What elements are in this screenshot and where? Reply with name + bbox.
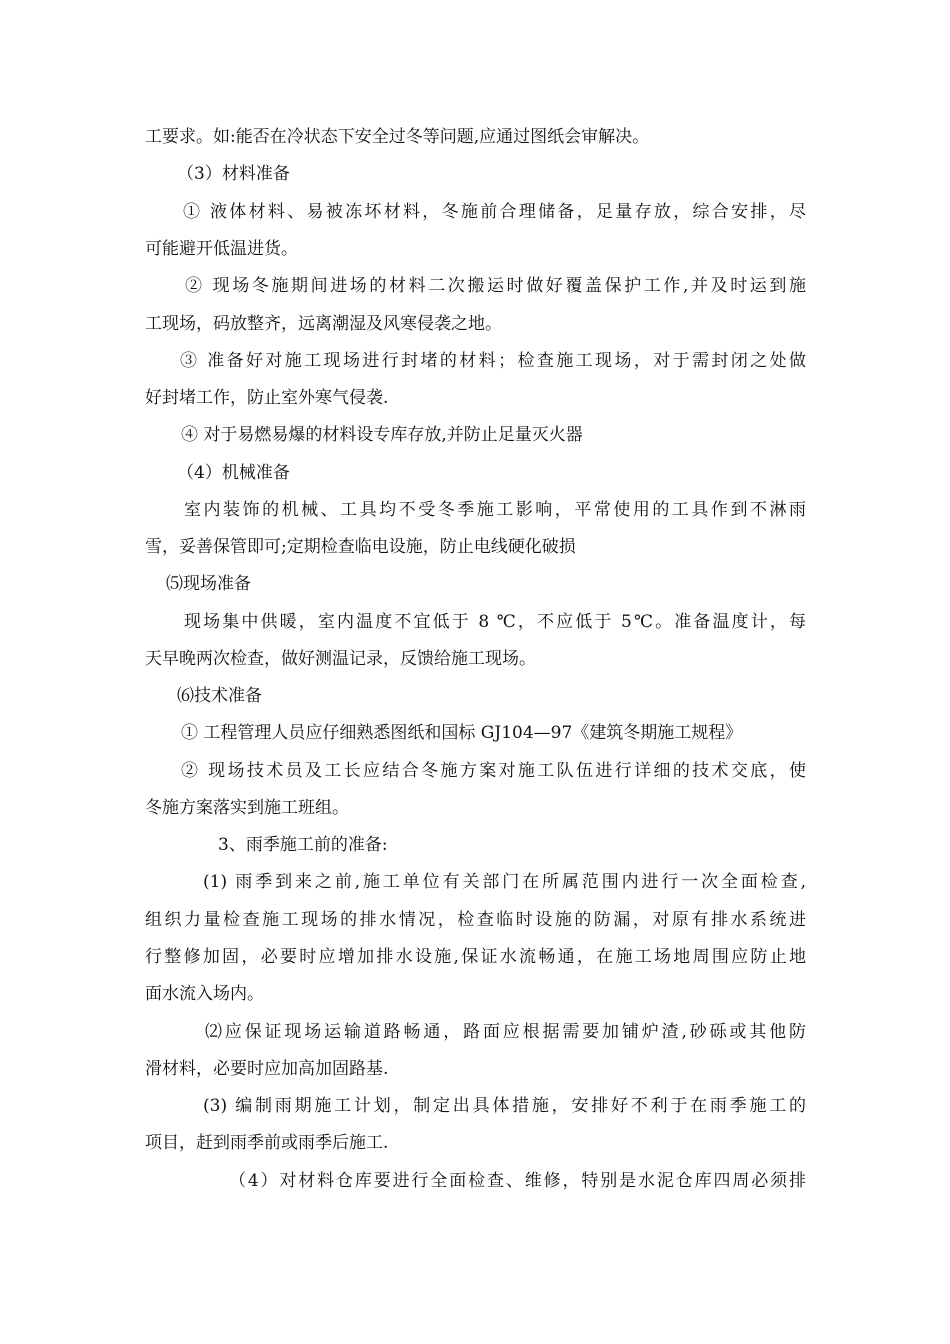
text-line: 室内装饰的机械、工具均不受冬季施工影响，平常使用的工具作到不淋雨	[184, 500, 806, 520]
text-line: ② 现场技术员及工长应结合冬施方案对施工队伍进行详细的技术交底，使	[181, 761, 806, 781]
text-line: 行整修加固，必要时应增加排水设施,保证水流畅通，在施工场地周围应防止地	[145, 947, 806, 967]
text-line: ③ 准备好对施工现场进行封堵的材料；检查施工现场，对于需封闭之处做	[180, 351, 806, 371]
text-line: (1) 雨季到来之前,施工单位有关部门在所属范围内进行一次全面检查,	[203, 872, 806, 892]
text-line: 好封堵工作，防止室外寒气侵袭.	[145, 388, 389, 408]
section-heading: ⑹技术准备	[177, 686, 262, 706]
text-line: 面水流入场内。	[145, 984, 264, 1004]
text-line: 项目，赶到雨季前或雨季后施工.	[145, 1133, 389, 1153]
section-heading: 3、雨季施工前的准备:	[218, 835, 388, 855]
text-line: ④ 对于易燃易爆的材料设专库存放,并防止足量灭火器	[181, 425, 583, 445]
text-line: 天早晚两次检查，做好测温记录，反馈给施工现场。	[145, 649, 536, 669]
text-line: 可能避开低温进货。	[145, 239, 298, 259]
section-heading: ⑸现场准备	[166, 574, 251, 594]
text-line: ① 液体材料、易被冻坏材料，冬施前合理储备，足量存放，综合安排，尽	[183, 202, 806, 222]
text-line: （4）对材料仓库要进行全面检查、维修，特别是水泥仓库四周必须排	[229, 1171, 806, 1191]
text-line: (3) 编制雨期施工计划，制定出具体措施，安排好不利于在雨季施工的	[203, 1096, 806, 1116]
text-line: 工要求。如:能否在冷状态下安全过冬等问题,应通过图纸会审解决。	[145, 127, 650, 147]
text-line: ② 现场冬施期间进场的材料二次搬运时做好覆盖保护工作,并及时运到施	[185, 276, 806, 296]
text-line: 工现场，码放整齐，远离潮湿及风寒侵袭之地。	[145, 314, 502, 334]
text-line: ① 工程管理人员应仔细熟悉图纸和国标 GJ104—97《建筑冬期施工规程》	[181, 723, 743, 743]
text-line: 现场集中供暖，室内温度不宜低于 8 ℃，不应低于 5℃。准备温度计，每	[184, 612, 806, 632]
text-line: 雪，妥善保管即可;定期检查临电设施，防止电线硬化破损	[145, 537, 576, 557]
text-line: 滑材料，必要时应加高加固路基.	[145, 1059, 389, 1079]
text-line: 冬施方案落实到施工班组。	[145, 798, 349, 818]
section-heading: （3）材料准备	[177, 164, 290, 184]
section-heading: （4）机械准备	[177, 463, 290, 483]
text-line: ⑵应保证现场运输道路畅通，路面应根据需要加铺炉渣,砂砾或其他防	[205, 1022, 806, 1042]
text-line: 组织力量检查施工现场的排水情况，检查临时设施的防漏，对原有排水系统进	[145, 910, 806, 930]
